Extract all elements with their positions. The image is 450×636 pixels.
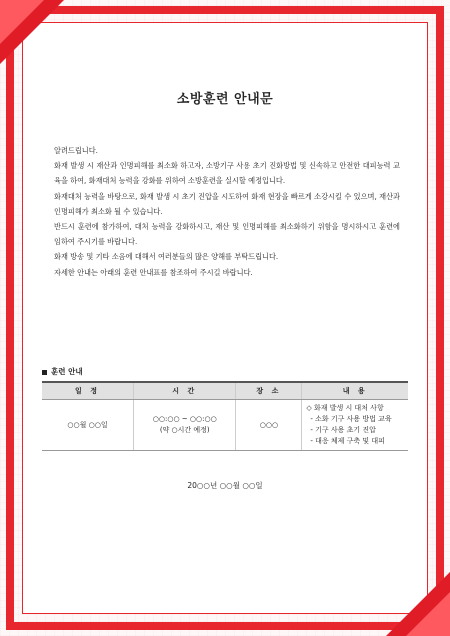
header-date: 일 정 — [42, 382, 134, 400]
training-schedule-table — [42, 381, 408, 451]
page-title: 소방훈련 안내문 — [176, 92, 274, 107]
time-range: ○○:○○ ~ ○○:○○ — [152, 415, 217, 423]
content-item: - 대응 체제 구축 및 대피 — [310, 437, 385, 445]
content-heading: ◇ 화재 발생 시 대처 사항 — [306, 404, 384, 412]
header-time: 시 간 — [134, 382, 236, 400]
content-item: - 기구 사용 초기 진압 — [310, 426, 376, 434]
inner-frame — [22, 22, 428, 614]
issue-date: 20○○년 ○○월 ○○일 — [187, 481, 263, 490]
square-bullet-icon — [42, 370, 47, 375]
time-duration: (약 ○시간 예정) — [159, 426, 210, 434]
cell-time — [134, 400, 236, 451]
paragraph-greeting: 알려드립니다. — [54, 146, 98, 155]
section-label — [42, 366, 83, 377]
table-row — [42, 400, 408, 451]
notice-body — [54, 143, 400, 280]
table-header-row — [42, 382, 408, 400]
header-place: 장 소 — [236, 382, 302, 400]
paragraph-benefit: 화재대처 능력을 바탕으로, 화재 발생 시 초기 진압을 시도하여 화재 현장을 빠르게 소강시킬 수 있으며, 재산과 인명피해가 최소화 될 수 있습니다. — [54, 191, 400, 216]
cell-content — [302, 400, 408, 451]
top-left-corner-ornament-inner — [0, 0, 44, 44]
cell-date: ○○월 ○○일 — [42, 400, 134, 451]
section-label-text: 훈련 안내 — [51, 367, 83, 376]
paragraph-request: 반드시 훈련에 참가하여, 대처 능력을 강화하시고, 재산 및 인명피해를 최소화하기 위함을 명시하시고 훈련에 임하여 주시기를 바랍니다. — [54, 222, 400, 247]
cell-place: ○○○ — [236, 400, 302, 451]
bottom-right-corner-ornament-inner — [406, 592, 450, 636]
paragraph-apology: 화재 방송 및 기타 소음에 대해서 여러분들의 많은 양해를 부탁드립니다. — [54, 252, 279, 262]
content-item: - 소화 기구 사용 방법 교육 — [310, 415, 392, 423]
header-content: 내 용 — [302, 382, 408, 400]
paragraph-reference: 자세한 안내는 아래의 훈련 안내표를 참조하여 주시길 바랍니다. — [54, 267, 253, 277]
paragraph-purpose: 화재 발생 시 재산과 인명피해를 최소화 하고자, 소방기구 사용 초기 진화방법 및 신속하고 안전한 대피능력 교육을 하여, 화재대처 능력을 강화를 위하여 소방훈련을 실시할 예정입니다. — [54, 161, 400, 186]
